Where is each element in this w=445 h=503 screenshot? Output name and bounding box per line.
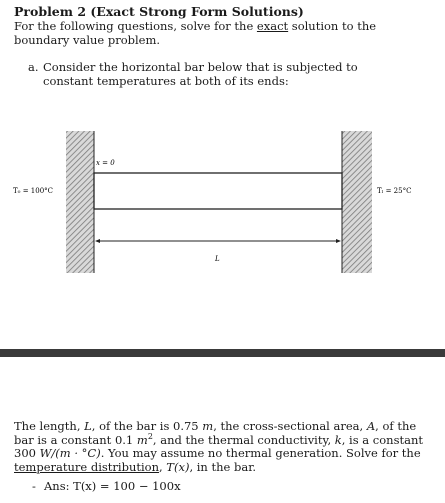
para-text: . You may assume no thermal generation. Solve for the	[100, 446, 421, 460]
item-label: a.	[28, 60, 39, 74]
var-L: L	[84, 419, 92, 433]
right-wall	[342, 131, 372, 273]
answer-bullet: -	[32, 479, 36, 493]
unit-m2: m	[136, 432, 148, 447]
problem-title: Problem 2 (Exact Strong Form Solutions)	[14, 4, 304, 19]
para-text: , in the bar.	[189, 459, 257, 474]
var-Tx: T(x)	[166, 459, 190, 474]
para-text: ,	[158, 459, 167, 474]
problem-paragraph	[14, 420, 432, 474]
item-text: Consider the horizontal bar below that is subjected to constant temperatures at both of its ends:	[43, 60, 358, 88]
bar	[94, 173, 342, 209]
left-temp-label: T₀ = 100°C	[13, 187, 54, 195]
answer-text: Ans: T(x) = 100 − 100x	[44, 479, 181, 493]
para-text: , the cross-sectional area,	[213, 419, 367, 433]
var-k: k	[334, 432, 342, 447]
right-temp-label: Tₗ = 25°C	[377, 187, 412, 195]
para-text: The length,	[14, 419, 85, 433]
var-A: A	[366, 419, 376, 433]
dimension-arrow-right	[336, 239, 341, 243]
left-wall	[66, 131, 94, 273]
x0-label: x = 0	[96, 159, 115, 167]
dimension-arrow-left	[95, 239, 100, 243]
superscript-2: 2	[147, 431, 153, 441]
intro-text-pre: For the following questions, solve for the	[14, 19, 257, 33]
temperature-distribution-term: temperature distribution	[14, 459, 159, 474]
length-label: L	[215, 255, 220, 263]
para-text: , of the bar is 0.75	[91, 419, 203, 433]
para-text: , is a constant 300	[14, 432, 423, 460]
unit-m: m	[202, 419, 214, 433]
section-separator	[0, 349, 445, 357]
intro-text-post: solution to the boundary value problem.	[14, 19, 377, 47]
para-text: , of the bar is a constant 0.1	[14, 419, 417, 447]
para-text: , and the thermal conductivity,	[152, 432, 335, 447]
intro-exact-word: exact	[256, 19, 289, 33]
units-conductivity: W/(m · °C)	[39, 446, 101, 460]
answer-line	[32, 479, 181, 493]
